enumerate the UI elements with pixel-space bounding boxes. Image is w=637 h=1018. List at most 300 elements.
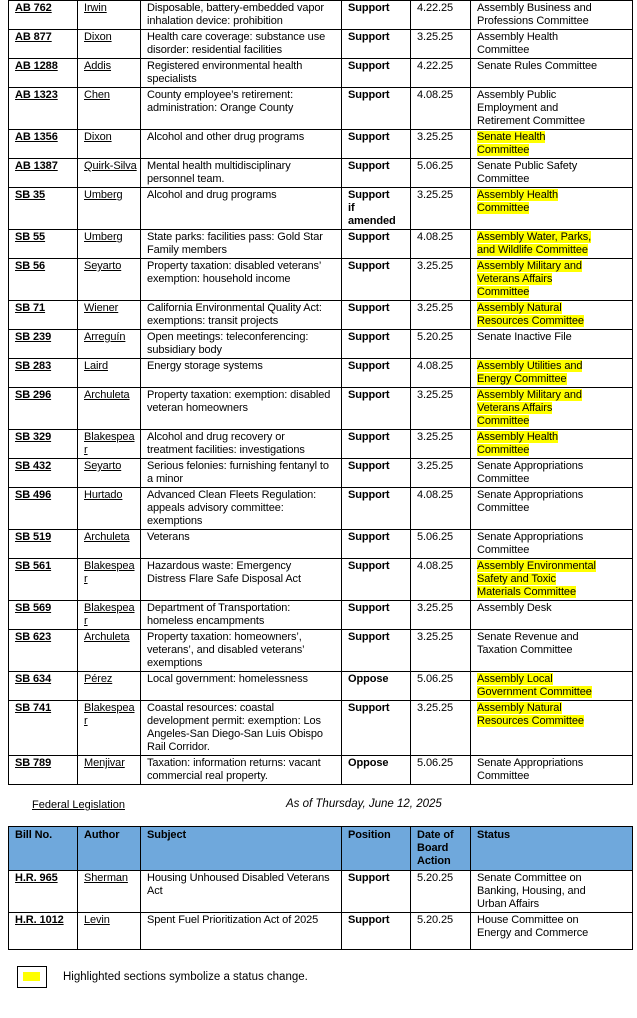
author-cell: [78, 1, 141, 30]
date-cell: [411, 130, 471, 159]
author-link[interactable]: Menjivar: [84, 757, 125, 769]
position-cell: [342, 330, 411, 359]
date-text: 3.25.25: [417, 631, 454, 643]
subject-cell: [141, 672, 342, 701]
author-link[interactable]: Blakespear: [84, 560, 135, 585]
date-text: 3.25.25: [417, 602, 454, 614]
subject-text: Property taxation: homeowners’, veterans’, and disabled veterans’ exemptions: [147, 631, 305, 669]
subject-cell: [141, 530, 342, 559]
author-cell: [78, 430, 141, 459]
subject-text: Hazardous waste: Emergency Distress Flare Safe Disposal Act: [147, 560, 301, 585]
position-cell: [342, 30, 411, 59]
subject-cell: [141, 301, 342, 330]
bill-cell: [9, 259, 78, 301]
author-cell: [78, 30, 141, 59]
subject-cell: [141, 459, 342, 488]
subject-text: Open meetings: teleconferencing: subsidiary body: [147, 331, 309, 356]
author-link[interactable]: Archuleta: [84, 389, 130, 401]
bill-link[interactable]: SB 623: [15, 631, 52, 643]
position-cell: [342, 130, 411, 159]
subject-cell: [141, 59, 342, 88]
bill-cell: [9, 530, 78, 559]
author-cell: [78, 459, 141, 488]
author-link[interactable]: Irwin: [84, 2, 107, 14]
status-cell: [471, 672, 633, 701]
position-text: Support: [348, 914, 390, 926]
subject-cell: [141, 330, 342, 359]
bill-cell: [9, 388, 78, 430]
subject-cell: [141, 359, 342, 388]
position-text: Support: [348, 531, 390, 543]
table-row: [9, 871, 633, 913]
bill-link[interactable]: SB 519: [15, 531, 52, 543]
bill-link[interactable]: AB 1387: [15, 160, 58, 172]
position-text: Support: [348, 260, 390, 272]
bill-cell: [9, 630, 78, 672]
date-text: 3.25.25: [417, 389, 454, 401]
status-text: Assembly Environmental Safety and Toxic Materials Committee: [477, 560, 596, 598]
status-cell: [471, 130, 633, 159]
author-link[interactable]: Addis: [84, 60, 112, 72]
author-cell: [78, 559, 141, 601]
author-link[interactable]: Archuleta: [84, 531, 130, 543]
author-cell: [78, 130, 141, 159]
subject-text: Advanced Clean Fleets Regulation: appeals advisory committee: exemptions: [147, 489, 317, 527]
bill-cell: [9, 672, 78, 701]
author-cell: [78, 188, 141, 230]
date-text: 4.22.25: [417, 60, 454, 72]
bill-cell: [9, 301, 78, 330]
status-cell: [471, 530, 633, 559]
position-cell: [342, 871, 411, 913]
author-link[interactable]: Umberg: [84, 231, 123, 243]
status-cell: [471, 359, 633, 388]
position-cell: [342, 359, 411, 388]
status-text: Assembly Natural Resources Committee: [477, 302, 584, 327]
status-text: Senate Appropriations Committee: [477, 489, 584, 514]
author-link[interactable]: Archuleta: [84, 631, 130, 643]
status-text: Assembly Health Committee: [477, 189, 559, 214]
table-row: [9, 130, 633, 159]
table-row: [9, 488, 633, 530]
subject-text: Mental health multidisciplinary personnel team.: [147, 160, 291, 185]
bill-cell: [9, 601, 78, 630]
date-cell: [411, 388, 471, 430]
federal-legislation-heading: Federal Legislation: [32, 799, 125, 811]
position-text: Support: [348, 872, 390, 884]
bill-link[interactable]: AB 1288: [15, 60, 58, 72]
date-text: 3.25.25: [417, 260, 454, 272]
date-text: 4.08.25: [417, 560, 454, 572]
bill-link[interactable]: SB 239: [15, 331, 52, 343]
author-cell: [78, 871, 141, 913]
author-cell: [78, 530, 141, 559]
author-cell: [78, 88, 141, 130]
date-cell: [411, 488, 471, 530]
bill-link[interactable]: H.R. 965: [15, 872, 58, 884]
position-text: Support: [348, 89, 390, 101]
subject-text: Alcohol and drug programs: [147, 189, 277, 201]
status-cell: [471, 488, 633, 530]
bill-link[interactable]: AB 1323: [15, 89, 58, 101]
status-text: Assembly Health Committee: [477, 31, 559, 56]
status-cell: [471, 871, 633, 913]
as-of-date: As of Thursday, June 12, 2025: [286, 798, 442, 810]
date-text: 4.08.25: [417, 231, 454, 243]
subject-text: Spent Fuel Prioritization Act of 2025: [147, 914, 319, 926]
date-cell: [411, 301, 471, 330]
position-cell: [342, 388, 411, 430]
date-cell: [411, 913, 471, 950]
table-row: [9, 701, 633, 756]
date-text: 5.06.25: [417, 531, 454, 543]
status-text: Assembly Military and Veterans Affairs Committee: [477, 260, 582, 298]
subject-cell: [141, 159, 342, 188]
author-link[interactable]: Umberg: [84, 189, 123, 201]
subject-cell: [141, 388, 342, 430]
author-link[interactable]: Seyarto: [84, 460, 122, 472]
bill-cell: [9, 559, 78, 601]
author-cell: [78, 230, 141, 259]
subject-text: Property taxation: exemption: disabled veteran homeowners: [147, 389, 331, 414]
date-cell: [411, 530, 471, 559]
position-text: Support: [348, 460, 390, 472]
status-text: Senate Appropriations Committee: [477, 757, 584, 782]
bill-link[interactable]: SB 789: [15, 757, 52, 769]
bill-link[interactable]: SB 296: [15, 389, 52, 401]
position-cell: [342, 1, 411, 30]
table-row: [9, 388, 633, 430]
subject-text: Local government: homelessness: [147, 673, 308, 685]
bill-cell: [9, 330, 78, 359]
bill-cell: [9, 701, 78, 756]
date-cell: [411, 159, 471, 188]
column-header: Date of Board Action: [411, 827, 471, 871]
date-cell: [411, 359, 471, 388]
position-cell: [342, 672, 411, 701]
date-text: 4.08.25: [417, 89, 454, 101]
author-link[interactable]: Arreguín: [84, 331, 126, 343]
position-cell: [342, 913, 411, 950]
author-link[interactable]: Wiener: [84, 302, 119, 314]
author-link[interactable]: Quirk-Silva: [84, 160, 137, 172]
date-cell: [411, 630, 471, 672]
status-cell: [471, 559, 633, 601]
date-cell: [411, 871, 471, 913]
author-link[interactable]: Blakespear: [84, 602, 135, 627]
subject-cell: [141, 130, 342, 159]
bill-link[interactable]: SB 634: [15, 673, 52, 685]
date-cell: [411, 30, 471, 59]
status-text: Assembly Local Government Committee: [477, 673, 592, 698]
position-text: Support: [348, 389, 390, 401]
author-cell: [78, 330, 141, 359]
author-link[interactable]: Seyarto: [84, 260, 122, 272]
table-row: [9, 159, 633, 188]
bill-link[interactable]: SB 56: [15, 260, 46, 272]
date-text: 4.22.25: [417, 2, 454, 14]
position-cell: [342, 530, 411, 559]
author-link[interactable]: Sherman: [84, 872, 128, 884]
bill-cell: [9, 913, 78, 950]
date-cell: [411, 601, 471, 630]
date-text: 5.20.25: [417, 331, 454, 343]
status-text: Senate Rules Committee: [477, 60, 598, 72]
bill-link[interactable]: AB 1356: [15, 131, 58, 143]
position-text: Support if amended: [348, 189, 396, 227]
status-text: Assembly Desk: [477, 602, 552, 614]
table-row: [9, 1, 633, 30]
date-text: 5.20.25: [417, 914, 454, 926]
author-cell: [78, 159, 141, 188]
author-link[interactable]: Blakespear: [84, 431, 135, 456]
position-text: Support: [348, 702, 390, 714]
date-text: 3.25.25: [417, 31, 454, 43]
bill-link[interactable]: SB 432: [15, 460, 52, 472]
status-cell: [471, 230, 633, 259]
bill-cell: [9, 130, 78, 159]
highlight-legend: [17, 966, 308, 988]
date-text: 4.08.25: [417, 489, 454, 501]
table-row: [9, 430, 633, 459]
status-text: Assembly Public Employment and Retirement Committee: [477, 89, 586, 127]
column-header: Status: [471, 827, 633, 871]
author-link[interactable]: Hurtado: [84, 489, 123, 501]
position-cell: [342, 159, 411, 188]
author-cell: [78, 756, 141, 785]
status-cell: [471, 188, 633, 230]
bill-cell: [9, 756, 78, 785]
subject-text: Taxation: information returns: vacant commercial real property.: [147, 757, 321, 782]
subject-text: Property taxation: disabled veterans’ exemption: household income: [147, 260, 321, 285]
subject-cell: [141, 913, 342, 950]
subject-cell: [141, 488, 342, 530]
subject-text: State parks: facilities pass: Gold Star Family members: [147, 231, 323, 256]
bill-link[interactable]: SB 283: [15, 360, 52, 372]
subject-text: Serious felonies: furnishing fentanyl to a minor: [147, 460, 329, 485]
bill-cell: [9, 488, 78, 530]
author-cell: [78, 59, 141, 88]
date-text: 3.25.25: [417, 702, 454, 714]
date-text: 5.06.25: [417, 160, 454, 172]
table-row: [9, 756, 633, 785]
date-cell: [411, 701, 471, 756]
status-cell: [471, 601, 633, 630]
subject-cell: [141, 88, 342, 130]
status-cell: [471, 459, 633, 488]
date-text: 5.20.25: [417, 872, 454, 884]
yellow-highlight-swatch: [17, 966, 47, 988]
date-cell: [411, 672, 471, 701]
table-row: [9, 230, 633, 259]
date-cell: [411, 459, 471, 488]
bill-link[interactable]: SB 35: [15, 189, 46, 201]
bill-link[interactable]: H.R. 1012: [15, 914, 64, 926]
status-text: Assembly Natural Resources Committee: [477, 702, 584, 727]
author-cell: [78, 388, 141, 430]
position-cell: [342, 459, 411, 488]
date-cell: [411, 756, 471, 785]
author-cell: [78, 359, 141, 388]
subject-text: Alcohol and other drug programs: [147, 131, 305, 143]
position-cell: [342, 488, 411, 530]
status-cell: [471, 630, 633, 672]
date-cell: [411, 430, 471, 459]
author-cell: [78, 488, 141, 530]
legend-text: Highlighted sections symbolize a status change.: [63, 971, 308, 983]
subject-text: Health care coverage: substance use disorder: residential facilities: [147, 31, 326, 56]
status-cell: [471, 388, 633, 430]
bill-cell: [9, 88, 78, 130]
table-row: [9, 630, 633, 672]
position-cell: [342, 756, 411, 785]
subject-text: Department of Transportation: homeless encampments: [147, 602, 291, 627]
table-row: [9, 530, 633, 559]
subject-text: Alcohol and drug recovery or treatment facilities: investigations: [147, 431, 305, 456]
status-text: Senate Appropriations Committee: [477, 531, 584, 556]
status-cell: [471, 259, 633, 301]
author-link[interactable]: Chen: [84, 89, 110, 101]
bill-cell: [9, 30, 78, 59]
date-text: 4.08.25: [417, 360, 454, 372]
bill-link[interactable]: SB 569: [15, 602, 52, 614]
bill-link[interactable]: SB 329: [15, 431, 52, 443]
state-legislation-table: [8, 0, 633, 785]
subject-cell: [141, 701, 342, 756]
bill-link[interactable]: AB 762: [15, 2, 52, 14]
bill-cell: [9, 359, 78, 388]
position-cell: [342, 59, 411, 88]
subject-cell: [141, 259, 342, 301]
date-text: 3.25.25: [417, 460, 454, 472]
position-text: Support: [348, 302, 390, 314]
date-cell: [411, 1, 471, 30]
bill-link[interactable]: SB 741: [15, 702, 52, 714]
author-link[interactable]: Dixon: [84, 31, 112, 43]
subject-cell: [141, 430, 342, 459]
status-cell: [471, 701, 633, 756]
subject-text: Veterans: [147, 531, 190, 543]
status-text: Assembly Military and Veterans Affairs Committee: [477, 389, 582, 427]
status-text: Senate Health Committee: [477, 131, 546, 156]
subject-text: Registered environmental health specialists: [147, 60, 303, 85]
subject-text: Housing Unhoused Disabled Veterans Act: [147, 872, 330, 897]
date-cell: [411, 559, 471, 601]
position-cell: [342, 230, 411, 259]
position-text: Support: [348, 431, 390, 443]
author-cell: [78, 701, 141, 756]
date-text: 3.25.25: [417, 189, 454, 201]
table-row: [9, 672, 633, 701]
column-header: Bill No.: [9, 827, 78, 871]
position-text: Oppose: [348, 673, 389, 685]
status-cell: [471, 88, 633, 130]
bill-cell: [9, 159, 78, 188]
position-text: Support: [348, 331, 390, 343]
position-text: Support: [348, 31, 390, 43]
author-link[interactable]: Levin: [84, 914, 110, 926]
subject-cell: [141, 756, 342, 785]
bill-cell: [9, 1, 78, 30]
subject-cell: [141, 871, 342, 913]
status-text: Senate Public Safety Committee: [477, 160, 578, 185]
subject-cell: [141, 601, 342, 630]
column-header: Position: [342, 827, 411, 871]
author-cell: [78, 301, 141, 330]
table-header-row: [9, 827, 633, 871]
position-text: Support: [348, 602, 390, 614]
status-cell: [471, 59, 633, 88]
position-text: Support: [348, 131, 390, 143]
position-text: Support: [348, 160, 390, 172]
table-row: [9, 459, 633, 488]
table-row: [9, 188, 633, 230]
table-row: [9, 359, 633, 388]
date-cell: [411, 188, 471, 230]
table-row: [9, 601, 633, 630]
date-cell: [411, 259, 471, 301]
bill-link[interactable]: SB 55: [15, 231, 46, 243]
subject-cell: [141, 230, 342, 259]
position-cell: [342, 188, 411, 230]
status-text: Assembly Health Committee: [477, 431, 559, 456]
author-link[interactable]: Pérez: [84, 673, 113, 685]
position-text: Support: [348, 489, 390, 501]
author-link[interactable]: Blakespear: [84, 702, 135, 727]
bill-link[interactable]: SB 71: [15, 302, 46, 314]
status-cell: [471, 330, 633, 359]
bill-cell: [9, 188, 78, 230]
bill-cell: [9, 871, 78, 913]
position-cell: [342, 430, 411, 459]
position-text: Support: [348, 60, 390, 72]
status-text: Senate Appropriations Committee: [477, 460, 584, 485]
table-row: [9, 88, 633, 130]
status-text: Assembly Water, Parks, and Wildlife Committee: [477, 231, 592, 256]
date-cell: [411, 88, 471, 130]
table-row: [9, 330, 633, 359]
bill-link[interactable]: SB 496: [15, 489, 52, 501]
bill-link[interactable]: AB 877: [15, 31, 52, 43]
date-text: 3.25.25: [417, 131, 454, 143]
bill-cell: [9, 459, 78, 488]
position-text: Support: [348, 2, 390, 14]
bill-link[interactable]: SB 561: [15, 560, 52, 572]
date-cell: [411, 230, 471, 259]
subject-text: California Environmental Quality Act: exemptions: transit projects: [147, 302, 322, 327]
status-text: Senate Inactive File: [477, 331, 572, 343]
column-header: Author: [78, 827, 141, 871]
author-link[interactable]: Dixon: [84, 131, 112, 143]
bill-cell: [9, 430, 78, 459]
position-cell: [342, 559, 411, 601]
subject-cell: [141, 188, 342, 230]
subject-text: Coastal resources: coastal development permit: exemption: Los Angeles-San Diego-San Luis Obispo Rail Corridor.: [147, 702, 323, 753]
bill-cell: [9, 230, 78, 259]
status-cell: [471, 913, 633, 950]
table-row: [9, 259, 633, 301]
author-cell: [78, 672, 141, 701]
table-row: [9, 913, 633, 950]
author-link[interactable]: Laird: [84, 360, 108, 372]
date-text: 3.25.25: [417, 431, 454, 443]
status-cell: [471, 159, 633, 188]
author-cell: [78, 913, 141, 950]
date-text: 5.06.25: [417, 673, 454, 685]
position-cell: [342, 259, 411, 301]
author-cell: [78, 259, 141, 301]
table-row: [9, 59, 633, 88]
